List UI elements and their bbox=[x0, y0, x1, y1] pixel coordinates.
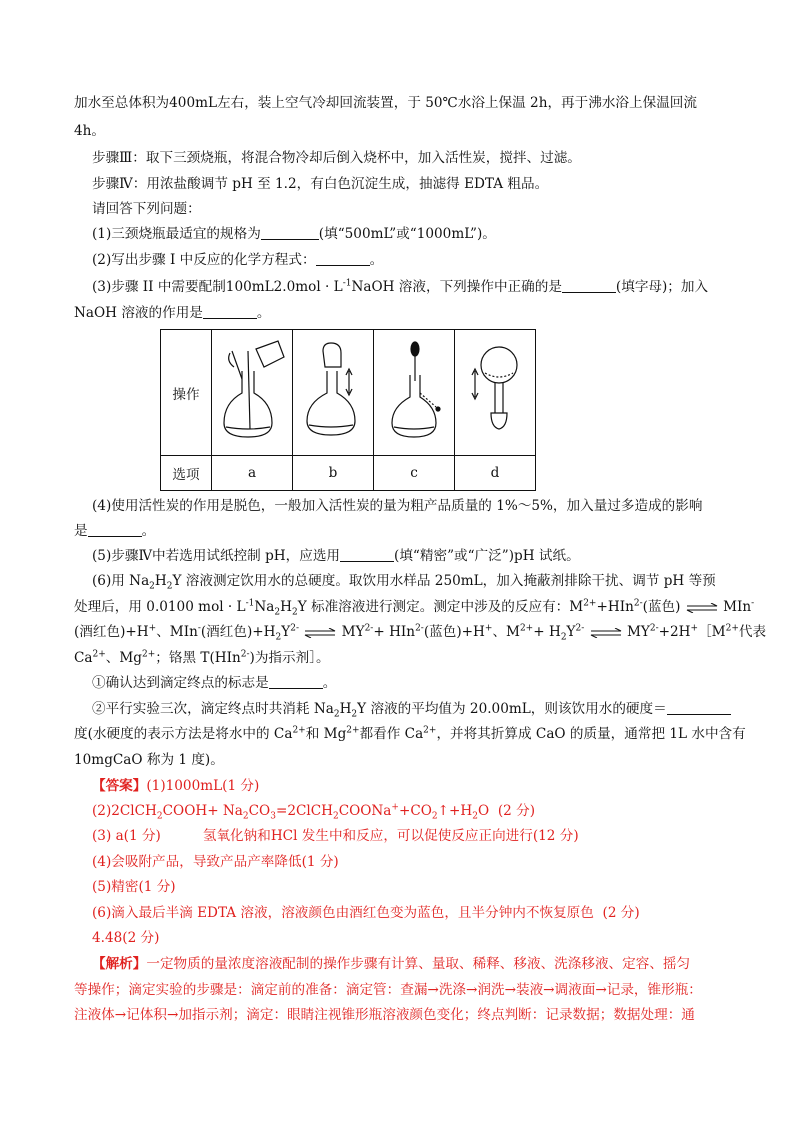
answer-2: (2)2ClCH$_2$COOH+ $Na_2CO_3=2ClCH_2COONa^++CO_2↑+H_2O$ (2 分) bbox=[92, 802, 535, 822]
subquestion-2-cont: 度(水硬度的表示方法是将水中的 $Ca^{2+}$和 $Mg^{2+}$都看作 $Ca^{2+}$，并将其折算成 CaO 的质量，通常把 1L 水中含有 bbox=[74, 725, 746, 742]
table-row-label: 选项 bbox=[161, 456, 212, 491]
answer-5: (5)精密(1 分) bbox=[92, 879, 176, 895]
question-6-cont: $Ca^{2+}$、$Mg^{2+}$；铬黑 T(HIn$^{2-}$)为指示剂］。 bbox=[74, 649, 330, 666]
operation-a-image bbox=[212, 330, 293, 456]
equilibrium-arrow-icon bbox=[303, 628, 337, 638]
option-d: d bbox=[455, 456, 536, 491]
analysis-1: 【解析】一定物质的量浓度溶液配制的操作步骤有计算、量取、稀释、移液、洗涤移液、定容、摇匀 bbox=[92, 956, 691, 972]
question-5: (5)步骤Ⅳ中若选用试纸控制 pH，应选用 (填“精密”或“广泛”)pH 试纸。 bbox=[92, 548, 580, 564]
analysis-3: 注液体→记体积→加指示剂；滴定：眼睛注视锥形瓶溶液颜色变化；终点判断：记录数据；数据处理：通 bbox=[74, 1007, 695, 1023]
text-line: 加水至总体积为400mL左右，装上空气冷却回流装置，于 50℃水浴上保温 2h，再于沸水浴上保温回流 bbox=[74, 95, 697, 111]
question-4-cont: 是 。 bbox=[74, 523, 156, 539]
operation-c-image bbox=[374, 330, 455, 456]
step-3: 步骤Ⅲ：取下三颈烧瓶，将混合物冷却后倒入烧杯中，加入活性炭，搅拌、过滤。 bbox=[92, 150, 581, 166]
question-3: (3)步骤 II 中需要配制$100mL2.0mol \cdot L^{-1}NaOH$ 溶液，下列操作中正确的是 (填字母)；加入 bbox=[92, 278, 709, 295]
question-6-cont: 处理后，用 0.0100 mol · $L^{-1}Na_2H_2Y$ 标准溶液进行测定。测定中涉及的反应有：$M^{2+}+HIn^{2-}$(蓝色) MIn- bbox=[74, 598, 755, 618]
question-6: (6)用 $Na_2H_2Y$ 溶液测定饮用水的总硬度。取饮用水样品 250mL，加入掩蔽剂排除干扰、调节 pH 等预 bbox=[92, 573, 716, 592]
answer-3: (3) a(1 分) 氢氧化钠和HCl 发生中和反应，可以促使反应正向进行(12 分) bbox=[92, 828, 579, 844]
question-6-cont: (酒红色)+H+、MIn-(酒红色)$+H_2Y^{2-}$ $MY^{2-}+ HIn^{2-}$(蓝色)+H+、$M^{2+}+ H_2Y^{2-}$ $MY^{2-}+2H^+[M^{2+}$代表 bbox=[74, 623, 767, 643]
answer-6: (6)滴入最后半滴 EDTA 溶液，溶液颜色由酒红色变为蓝色，且半分钟内不恢复原色 (2 分) bbox=[92, 905, 640, 921]
question-4: (4)使用活性炭的作用是脱色，一般加入活性炭的量为粗产品质量的 1%～5%，加入量过多造成的影响 bbox=[92, 498, 703, 514]
equilibrium-arrow-icon bbox=[589, 628, 623, 638]
text-line: 4h。 bbox=[74, 123, 105, 139]
operation-d-image bbox=[455, 330, 536, 456]
equilibrium-arrow-icon bbox=[685, 603, 719, 613]
analysis-tag: 【解析】 bbox=[92, 956, 147, 972]
question-2: (2)写出步骤 I 中反应的化学方程式： 。 bbox=[92, 252, 384, 268]
option-b: b bbox=[293, 456, 374, 491]
prompt: 请回答下列问题： bbox=[92, 201, 201, 217]
table-row-label: 操作 bbox=[161, 330, 212, 456]
option-a: a bbox=[212, 456, 293, 491]
operation-b-image bbox=[293, 330, 374, 456]
answer-4: (4)会吸附产品，导致产品产率降低(1 分) bbox=[92, 854, 339, 870]
operations-table bbox=[160, 329, 536, 491]
answer-7: 4.48(2 分) bbox=[92, 930, 160, 946]
answer-tag: 【答案】 bbox=[92, 778, 147, 794]
subquestion-2-cont: 10mgCaO 称为 1 度)。 bbox=[74, 752, 224, 768]
subquestion-1: ①确认达到滴定终点的标志是 。 bbox=[92, 675, 337, 691]
question-3-cont: NaOH 溶液的作用是 。 bbox=[74, 305, 271, 321]
question-1: (1)三颈烧瓶最适宜的规格为 (填“500mL”或“1000mL”)。 bbox=[92, 226, 496, 242]
analysis-2: 等操作；滴定实验的步骤是：滴定前的准备：滴定管：查漏→洗涤→润洗→装液→调液面→记录，锥形瓶： bbox=[74, 982, 702, 998]
answer-1: 【答案】(1)1000mL(1 分) bbox=[92, 778, 260, 794]
subquestion-2: ②平行实验三次，滴定终点时共消耗 $Na_2H_2Y$ 溶液的平均值为 20.00mL，则该饮用水的硬度＝ bbox=[92, 699, 731, 719]
option-c: c bbox=[374, 456, 455, 491]
step-4: 步骤Ⅳ：用浓盐酸调节 pH 至 1.2，有白色沉淀生成，抽滤得 EDTA 粗品。 bbox=[92, 176, 549, 192]
